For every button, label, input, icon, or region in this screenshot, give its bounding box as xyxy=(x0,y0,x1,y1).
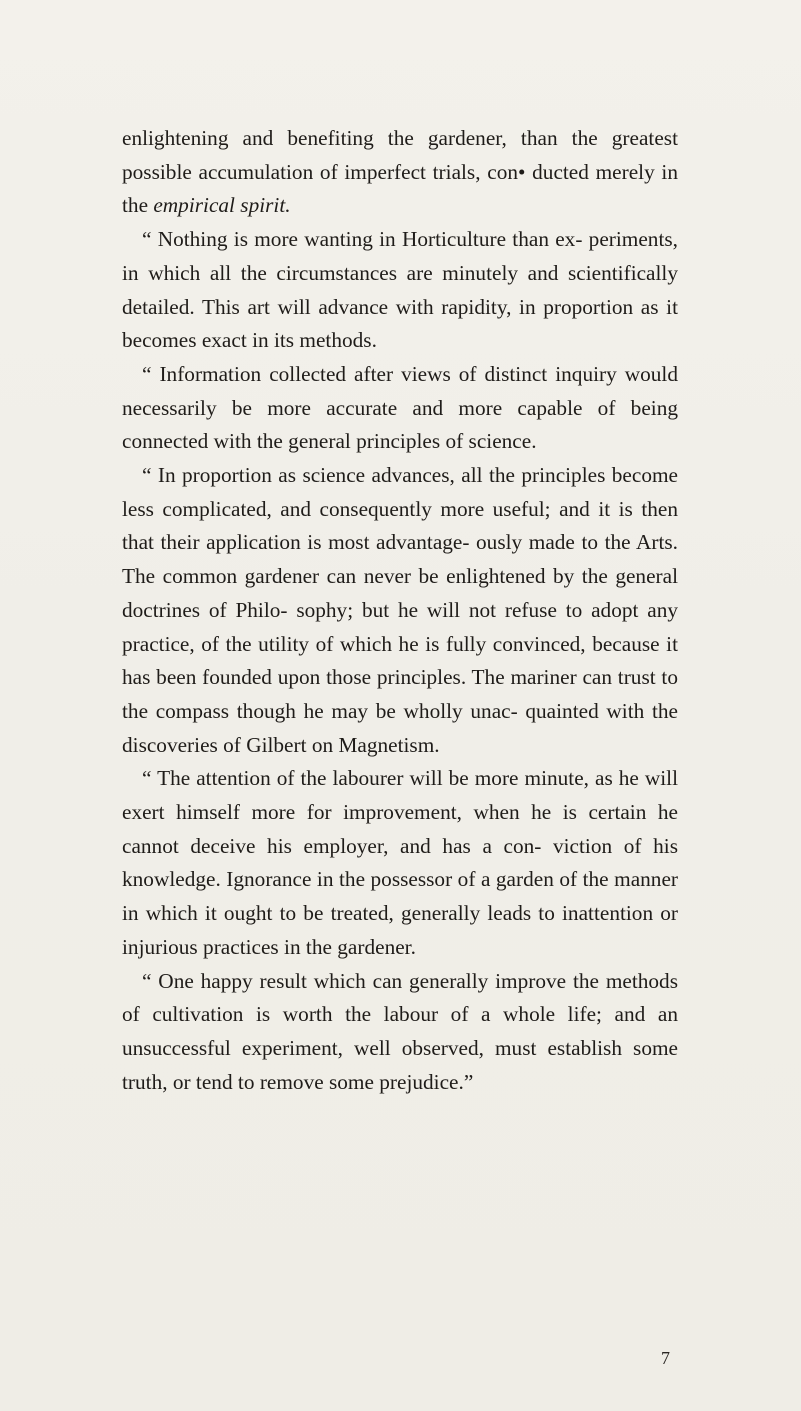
paragraph-4 xyxy=(122,459,678,762)
paragraph-2-text: “ Nothing is more wanting in Horticulture than ex- periments, in which all the circumstances are minutely and scientifically detailed. This art will advance with rapidity, in proportion as it becomes exact in its methods. xyxy=(122,227,678,353)
paragraph-3-text: “ Information collected after views of distinct inquiry would necessarily be more accurate and more capable of being connected with the general principles of science. xyxy=(122,361,678,454)
paragraph-5 xyxy=(122,762,678,964)
paragraph-6 xyxy=(122,965,678,1100)
catchword: 7 xyxy=(661,1348,670,1368)
paragraph-1 xyxy=(122,122,678,223)
paragraph-6-text: “ One happy result which can generally improve the methods of cultivation is worth the labour of a whole life; and an unsuccessful experiment, well observed, must establish some truth, or tend to remove some prejudice.” xyxy=(122,968,678,1094)
paragraph-1-emphasis: empirical spirit. xyxy=(153,193,291,218)
paragraph-4-text: “ In proportion as science advances, all the principles become less complicated, and consequently more useful; and it is then that their application is most advantage- ously made to the Arts. The common gardener can never be enlightened by the general doctrines of Philo- sophy; but he will not refuse to adopt any practice, of the utility of which he is fully convinced, because it has been founded upon those principles. The mariner can trust to the compass though he may be wholly unac- quainted with the discoveries of Gilbert on Magnetism. xyxy=(122,463,678,757)
paragraph-3 xyxy=(122,358,678,459)
body-text xyxy=(122,122,678,1099)
paragraph-2 xyxy=(122,223,678,358)
paragraph-1-text: enlightening and benefiting the gardener, than the greatest possible accumulation of imperfect trials, con• ducted merely in the xyxy=(122,126,678,218)
paragraph-5-text: “ The attention of the labourer will be more minute, as he will exert himself more for improvement, when he is certain he cannot deceive his employer, and has a con- viction of his knowledge. Ignorance in the possessor of a garden of the manner in which it ought to be treated, generally leads to inattention or injurious practices in the gardener. xyxy=(122,766,678,959)
